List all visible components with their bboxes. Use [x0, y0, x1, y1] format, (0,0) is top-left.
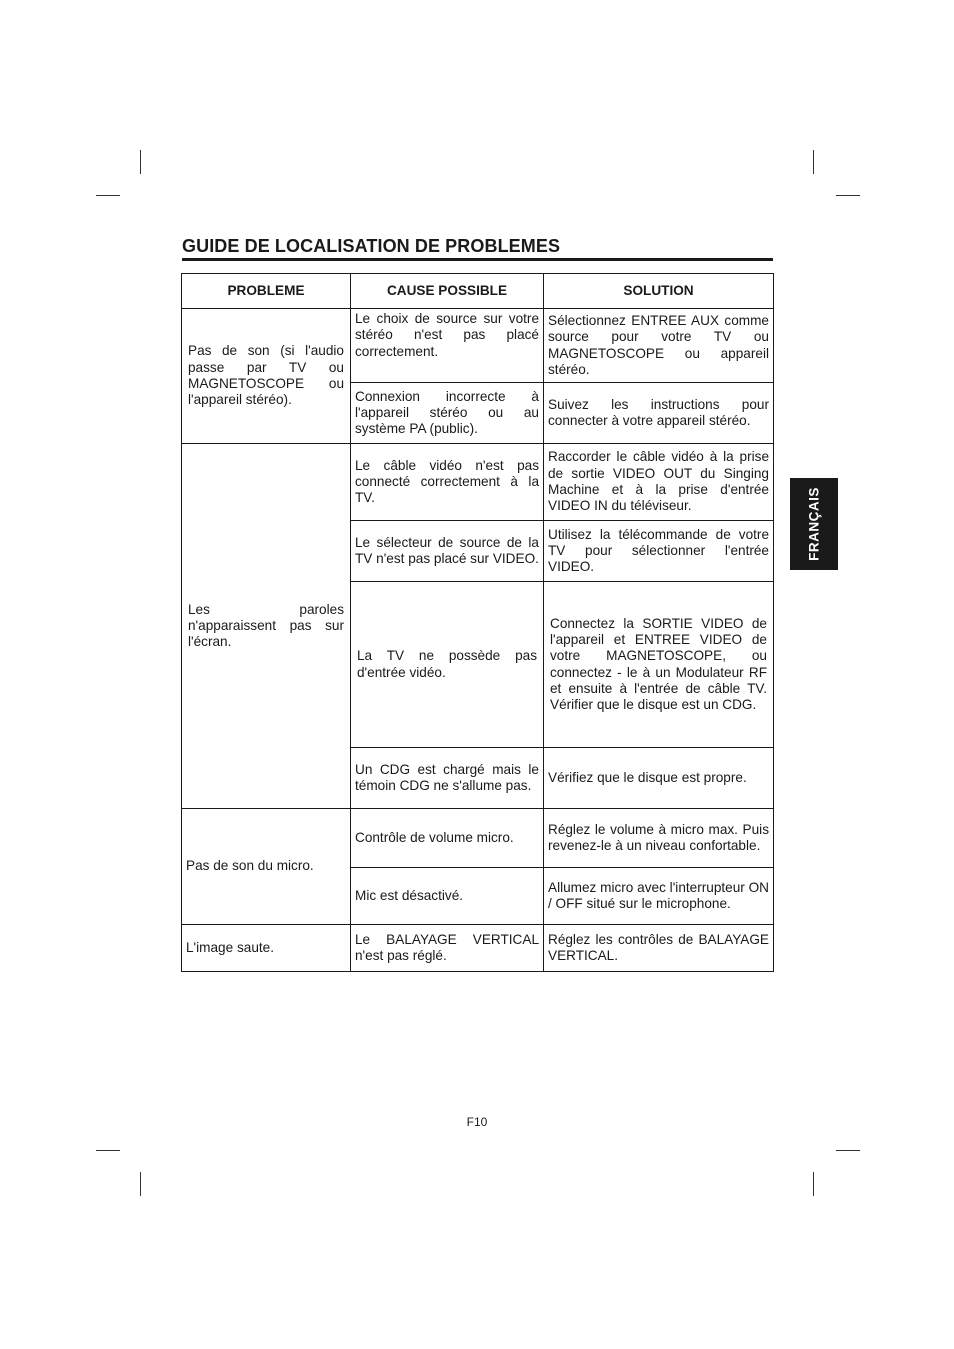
table-row: [182, 309, 774, 383]
solution-cell: Sélectionnez ENTREE AUX comme source pour votre TV ou MAGNETOSCOPE ou appareil stéréo.: [544, 309, 774, 383]
table-row: [182, 925, 774, 972]
cause-cell: Connexion incorrecte à l'appareil stéréo ou au système PA (public).: [351, 383, 544, 444]
solution-cell: Connectez la SORTIE VIDEO de l'appareil et ENTREE VIDEO de votre MAGNETOSCOPE, ou connectez - le à un Modulateur RF et ensuite à l'entrée de câble TV. Vérifier que le disque est un CDG.: [544, 582, 774, 748]
language-tab: [790, 478, 838, 570]
cause-cell: Le BALAYAGE VERTICAL n'est pas réglé.: [351, 925, 544, 972]
crop-mark: [140, 150, 141, 174]
title-underline: [182, 258, 773, 261]
cause-cell: Le choix de source sur votre stéréo n'est pas placé correctement.: [351, 309, 544, 383]
cause-cell: Le câble vidéo n'est pas connecté correctement à la TV.: [351, 444, 544, 521]
troubleshooting-table: [181, 273, 774, 972]
solution-cell: Vérifiez que le disque est propre.: [544, 748, 774, 809]
table-row: [182, 809, 774, 868]
crop-mark: [96, 1150, 120, 1151]
problem-cell: Pas de son (si l'audio passe par TV ou MAGNETOSCOPE ou l'appareil stéréo).: [182, 309, 351, 444]
problem-cell: Les paroles n'apparaissent pas sur l'écran.: [182, 444, 351, 809]
cause-cell: Le sélecteur de source de la TV n'est pas placé sur VIDEO.: [351, 521, 544, 582]
problem-cell: Pas de son du micro.: [182, 809, 351, 925]
page-number: F10: [466, 1115, 488, 1129]
cause-cell: Contrôle de volume micro.: [351, 809, 544, 868]
crop-mark: [836, 1150, 860, 1151]
cause-cell: Un CDG est chargé mais le témoin CDG ne s'allume pas.: [351, 748, 544, 809]
table-header-row: [182, 274, 774, 309]
crop-mark: [836, 195, 860, 196]
page-title: GUIDE DE LOCALISATION DE PROBLEMES: [182, 236, 561, 256]
cause-cell: La TV ne possède pas d'entrée vidéo.: [351, 582, 544, 748]
crop-mark: [96, 195, 120, 196]
solution-cell: Réglez les contrôles de BALAYAGE VERTICAL.: [544, 925, 774, 972]
solution-cell: Suivez les instructions pour connecter à votre appareil stéréo.: [544, 383, 774, 444]
header-cause: CAUSE POSSIBLE: [351, 274, 544, 309]
language-tab-label: FRANÇAIS: [806, 487, 822, 561]
crop-mark: [140, 1172, 141, 1196]
header-solution: SOLUTION: [544, 274, 774, 309]
crop-mark: [813, 150, 814, 174]
solution-cell: Réglez le volume à micro max. Puis revenez-le à un niveau confortable.: [544, 809, 774, 868]
crop-mark: [813, 1172, 814, 1196]
header-probleme: PROBLEME: [182, 274, 351, 309]
problem-cell: L'image saute.: [182, 925, 351, 972]
table-row: [182, 444, 774, 521]
cause-cell: Mic est désactivé.: [351, 868, 544, 925]
solution-cell: Utilisez la télécommande de votre TV pour sélectionner l'entrée VIDEO.: [544, 521, 774, 582]
solution-cell: Raccorder le câble vidéo à la prise de sortie VIDEO OUT du Singing Machine et à la prise d'entrée VIDEO IN du téléviseur.: [544, 444, 774, 521]
solution-cell: Allumez micro avec l'interrupteur ON / OFF situé sur le microphone.: [544, 868, 774, 925]
